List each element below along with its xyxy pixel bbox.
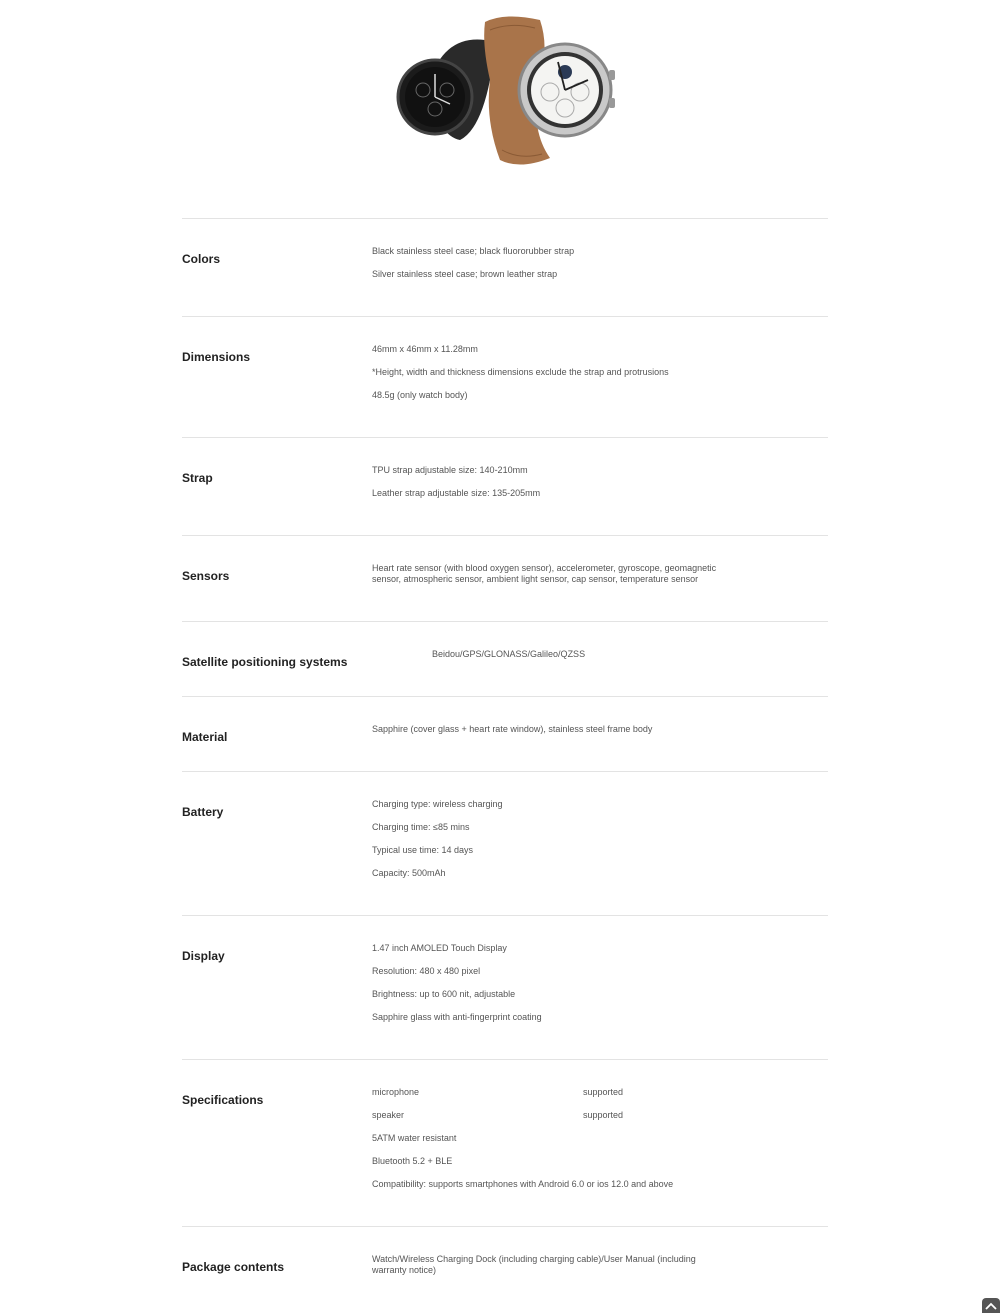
spec-pair bbox=[372, 1110, 752, 1121]
watch-pair-illustration bbox=[390, 10, 620, 172]
spec-value: 46mm x 46mm x 11.28mm bbox=[372, 344, 478, 354]
spec-row-battery bbox=[182, 771, 828, 915]
spec-row-specifications bbox=[182, 1059, 828, 1226]
spec-value: Leather strap adjustable size: 135-205mm bbox=[372, 488, 541, 498]
spec-value: Silver stainless steel case; brown leather strap bbox=[372, 269, 558, 279]
spec-label: Satellite positioning systems bbox=[182, 655, 348, 669]
spec-value: Black stainless steel case; black fluororubber strap bbox=[372, 246, 575, 256]
product-image bbox=[390, 10, 620, 172]
spec-row-satellite bbox=[182, 621, 828, 696]
spec-value: Bluetooth 5.2 + BLE bbox=[372, 1156, 453, 1166]
spec-label: Battery bbox=[182, 805, 224, 819]
spec-row-display bbox=[182, 915, 828, 1059]
spec-label: Colors bbox=[182, 252, 221, 266]
spec-value: Resolution: 480 x 480 pixel bbox=[372, 966, 481, 976]
spec-value: Sapphire (cover glass + heart rate window), stainless steel frame body bbox=[372, 724, 653, 734]
spec-value: 1.47 inch AMOLED Touch Display bbox=[372, 943, 507, 953]
spec-value: Beidou/GPS/GLONASS/Galileo/QZSS bbox=[432, 649, 586, 659]
spec-label: Specifications bbox=[182, 1093, 264, 1107]
spec-value: Sapphire glass with anti-fingerprint coating bbox=[372, 1012, 542, 1022]
spec-value: TPU strap adjustable size: 140-210mm bbox=[372, 465, 528, 475]
spec-pair-value: supported bbox=[583, 1110, 624, 1120]
spec-row-strap bbox=[182, 437, 828, 535]
spec-value: Watch/Wireless Charging Dock (including charging cable)/User Manual (including warranty notice) bbox=[372, 1254, 696, 1275]
spec-pair-value: supported bbox=[583, 1087, 624, 1097]
back-to-top-button[interactable] bbox=[982, 1298, 1000, 1313]
spec-value: Typical use time: 14 days bbox=[372, 845, 474, 855]
spec-row-colors bbox=[182, 218, 828, 316]
spec-value: Compatibility: supports smartphones with Android 6.0 or ios 12.0 and above bbox=[372, 1179, 674, 1189]
spec-label: Strap bbox=[182, 471, 213, 485]
spec-row-sensors bbox=[182, 535, 828, 621]
spec-value: Capacity: 500mAh bbox=[372, 868, 446, 878]
spec-row-package-contents bbox=[182, 1226, 828, 1312]
spec-row-material bbox=[182, 696, 828, 771]
spec-label: Display bbox=[182, 949, 225, 963]
spec-label: Package contents bbox=[182, 1260, 285, 1274]
spec-label: Dimensions bbox=[182, 350, 251, 364]
spec-value: Charging time: ≤85 mins bbox=[372, 822, 470, 832]
specs-table bbox=[182, 218, 828, 1312]
spec-value: Charging type: wireless charging bbox=[372, 799, 503, 809]
spec-row-dimensions bbox=[182, 316, 828, 437]
spec-value: 5ATM water resistant bbox=[372, 1133, 457, 1143]
spec-value: Brightness: up to 600 nit, adjustable bbox=[372, 989, 516, 999]
spec-pair bbox=[372, 1087, 752, 1098]
spec-value: *Height, width and thickness dimensions exclude the strap and protrusions bbox=[372, 367, 669, 377]
spec-label: Sensors bbox=[182, 569, 230, 583]
spec-key: microphone bbox=[372, 1087, 420, 1097]
spec-key: speaker bbox=[372, 1110, 405, 1120]
spec-value: 48.5g (only watch body) bbox=[372, 390, 468, 400]
spec-label: Material bbox=[182, 730, 228, 744]
chevron-up-icon bbox=[985, 1302, 997, 1310]
spec-value: Heart rate sensor (with blood oxygen sensor), accelerometer, gyroscope, geomagnetic sensor, atmospheric sensor, ambient light sensor, cap sensor, temperature sensor bbox=[372, 563, 717, 584]
